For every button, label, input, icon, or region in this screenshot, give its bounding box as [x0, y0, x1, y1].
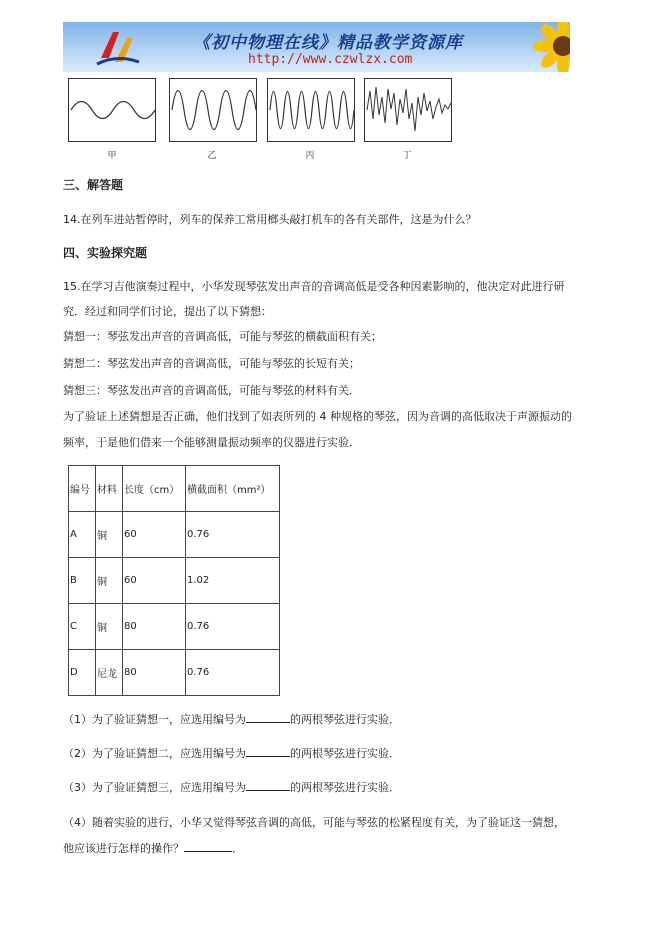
table-row — [69, 512, 280, 558]
sub-question-3 — [63, 779, 400, 795]
sub-question-3-suffix: 的两根琴弦进行实验． — [290, 781, 400, 794]
banner-title: 《初中物理在线》精品教学资源库 — [193, 33, 463, 53]
string-spec-table — [68, 465, 280, 696]
wave-label-bing: 丙 — [305, 151, 315, 161]
answer-blank-1[interactable] — [246, 712, 290, 723]
guess-3: 猜想三：琴弦发出声音的音调高低，可能与琴弦的材料有关． — [63, 384, 360, 397]
table-cell: 铜 — [96, 512, 123, 558]
guess-1: 猜想一：琴弦发出声音的音调高低，可能与琴弦的横截面积有关； — [63, 330, 382, 343]
answer-blank-2[interactable] — [246, 746, 290, 757]
waveform-bing — [267, 78, 355, 142]
sub-question-3-prefix: （3）为了验证猜想三，应选用编号为 — [63, 781, 246, 794]
table-cell: 80 — [123, 650, 186, 696]
table-cell: A — [69, 512, 96, 558]
table-cell: B — [69, 558, 96, 604]
table-cell: 80 — [123, 604, 186, 650]
sub-question-1-prefix: （1）为了验证猜想一，应选用编号为 — [63, 713, 246, 726]
sub-question-4-line1: （4）随着实验的进行，小华又觉得琴弦音调的高低，可能与琴弦的松紧程度有关，为了验证这一猜想， — [63, 816, 565, 829]
table-cell: 0.76 — [186, 604, 280, 650]
question-15-line2: 究．经过和同学们讨论，提出了以下猜想： — [63, 305, 272, 318]
table-cell: 铜 — [96, 604, 123, 650]
table-cell: C — [69, 604, 96, 650]
answer-blank-4[interactable] — [184, 841, 232, 852]
wave-label-jia: 甲 — [107, 151, 117, 161]
logo-icon — [95, 28, 141, 68]
table-cell: 1.02 — [186, 558, 280, 604]
header-banner — [63, 22, 570, 72]
sub-question-4-suffix: ． — [232, 842, 243, 855]
table-cell: 60 — [123, 558, 186, 604]
wave-label-ding: 丁 — [402, 151, 412, 161]
table-cell: 铜 — [96, 558, 123, 604]
table-cell: 尼龙 — [96, 650, 123, 696]
sub-question-2-suffix: 的两根琴弦进行实验． — [290, 747, 400, 760]
sub-question-2-prefix: （2）为了验证猜想二，应选用编号为 — [63, 747, 246, 760]
verify-line2: 频率，于是他们借来一个能够测量振动频率的仪器进行实验． — [63, 436, 360, 449]
sub-question-1 — [63, 711, 400, 727]
sunflower-icon — [533, 22, 570, 72]
guess-2: 猜想二：琴弦发出声音的音调高低，可能与琴弦的长短有关； — [63, 357, 360, 370]
verify-line1: 为了验证上述猜想是否正确，他们找到了如表所列的 4 种规格的琴弦，因为音调的高低取决于声源振动的 — [63, 410, 572, 423]
table-row — [69, 604, 280, 650]
table-cell: 0.76 — [186, 650, 280, 696]
header-cell: 编号 — [69, 466, 96, 512]
sub-question-4-prefix: 他应该进行怎样的操作？ — [63, 842, 184, 855]
header-cell: 材料 — [96, 466, 123, 512]
waveform-jia — [68, 78, 156, 142]
section-4-heading: 四、实验探究题 — [63, 246, 148, 260]
table-row — [69, 558, 280, 604]
answer-blank-3[interactable] — [246, 780, 290, 791]
question-14: 14.在列车进站暂停时，列车的保养工常用榔头敲打机车的各有关部件，这是为什么？ — [63, 213, 477, 226]
sub-question-1-suffix: 的两根琴弦进行实验． — [290, 713, 400, 726]
wave-label-yi: 乙 — [207, 151, 217, 161]
section-3-heading: 三、解答题 — [63, 178, 124, 192]
banner-url[interactable]: http://www.czwlzx.com — [248, 52, 413, 67]
table-cell: 0.76 — [186, 512, 280, 558]
table-header-row — [69, 466, 280, 512]
question-15-line1: 15.在学习吉他演奏过程中，小华发现琴弦发出声音的音调高低是受各种因素影响的，他决定对此进行研 — [63, 280, 565, 293]
table-row — [69, 650, 280, 696]
waveform-yi — [169, 78, 257, 142]
table-cell: 60 — [123, 512, 186, 558]
sub-question-2 — [63, 745, 400, 761]
header-cell: 长度（cm） — [123, 466, 186, 512]
sub-question-4-line2 — [63, 840, 243, 856]
header-cell: 横截面积（mm²） — [186, 466, 280, 512]
table-cell: D — [69, 650, 96, 696]
waveform-ding — [364, 78, 452, 142]
